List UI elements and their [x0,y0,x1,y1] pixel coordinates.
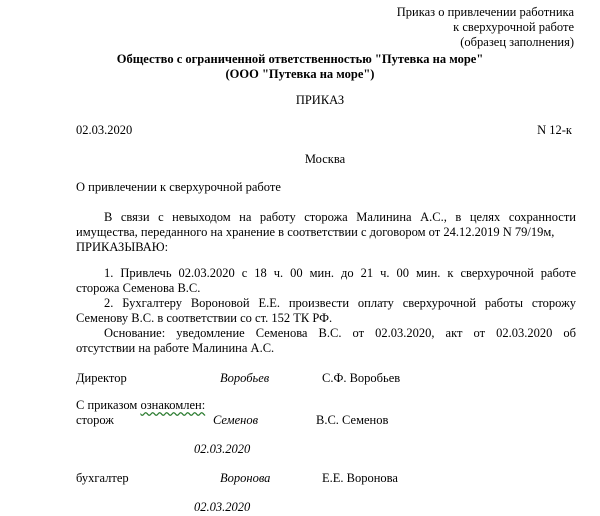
header-note-line3: (образец заполнения) [460,35,574,49]
item1-line2: сторожа Семенова В.С. [76,281,201,295]
header-note-line1: Приказ о привлечении работника [396,5,574,19]
item2-line1: 2. Бухгалтеру Вороновой Е.Е. произвести оплату сверхурочной работы сторожу [104,296,576,310]
acquainted-label [76,398,205,413]
director-role: Директор [76,371,127,385]
basis-line1: Основание: уведомление Семенова В.С. от 02.03.2020, акт от 02.03.2020 об [104,326,576,340]
document-title: ПРИКАЗ [295,93,345,107]
basis-line2: отсутствии на работе Малинина А.С. [76,341,275,355]
accountant-name: Е.Е. Воронова [322,471,398,485]
guard-signature: Семенов [213,413,259,427]
header-note-line2: к сверхурочной работе [453,20,574,34]
org-full-name: Общество с ограниченной ответственностью "Путевка на море" [116,52,484,66]
director-name: С.Ф. Воробьев [322,371,401,385]
guard-date: 02.03.2020 [194,442,251,456]
order-number: N 12-к [537,123,572,137]
director-signature: Воробьев [220,371,270,385]
acquainted-label-word: ознакомлен: [140,398,206,412]
preamble-line2: имущества, переданного на хранение в соответствии с договором от 24.12.2019 N 79/19м, [76,225,555,239]
item2-line2: Семенову В.С. в соответствии со ст. 152 ТК РФ. [76,311,333,325]
preamble-line1: В связи с невыходом на работу сторожа Малинина А.С., в целях сохранности [104,210,576,224]
city: Москва [304,152,346,166]
order-subject: О привлечении к сверхурочной работе [76,180,281,194]
org-short-name: (ООО "Путевка на море") [225,67,375,81]
guard-role: сторож [76,413,114,427]
accountant-date: 02.03.2020 [194,500,251,514]
preamble-line3: ПРИКАЗЫВАЮ: [76,240,169,254]
order-date: 02.03.2020 [76,123,133,137]
accountant-role: бухгалтер [76,471,129,485]
acquainted-label-prefix: С приказом [76,398,141,412]
guard-name: В.С. Семенов [316,413,389,427]
accountant-signature: Воронова [220,471,271,485]
item1-line1: 1. Привлечь 02.03.2020 с 18 ч. 00 мин. до 21 ч. 00 мин. к сверхурочной работе [104,266,576,280]
